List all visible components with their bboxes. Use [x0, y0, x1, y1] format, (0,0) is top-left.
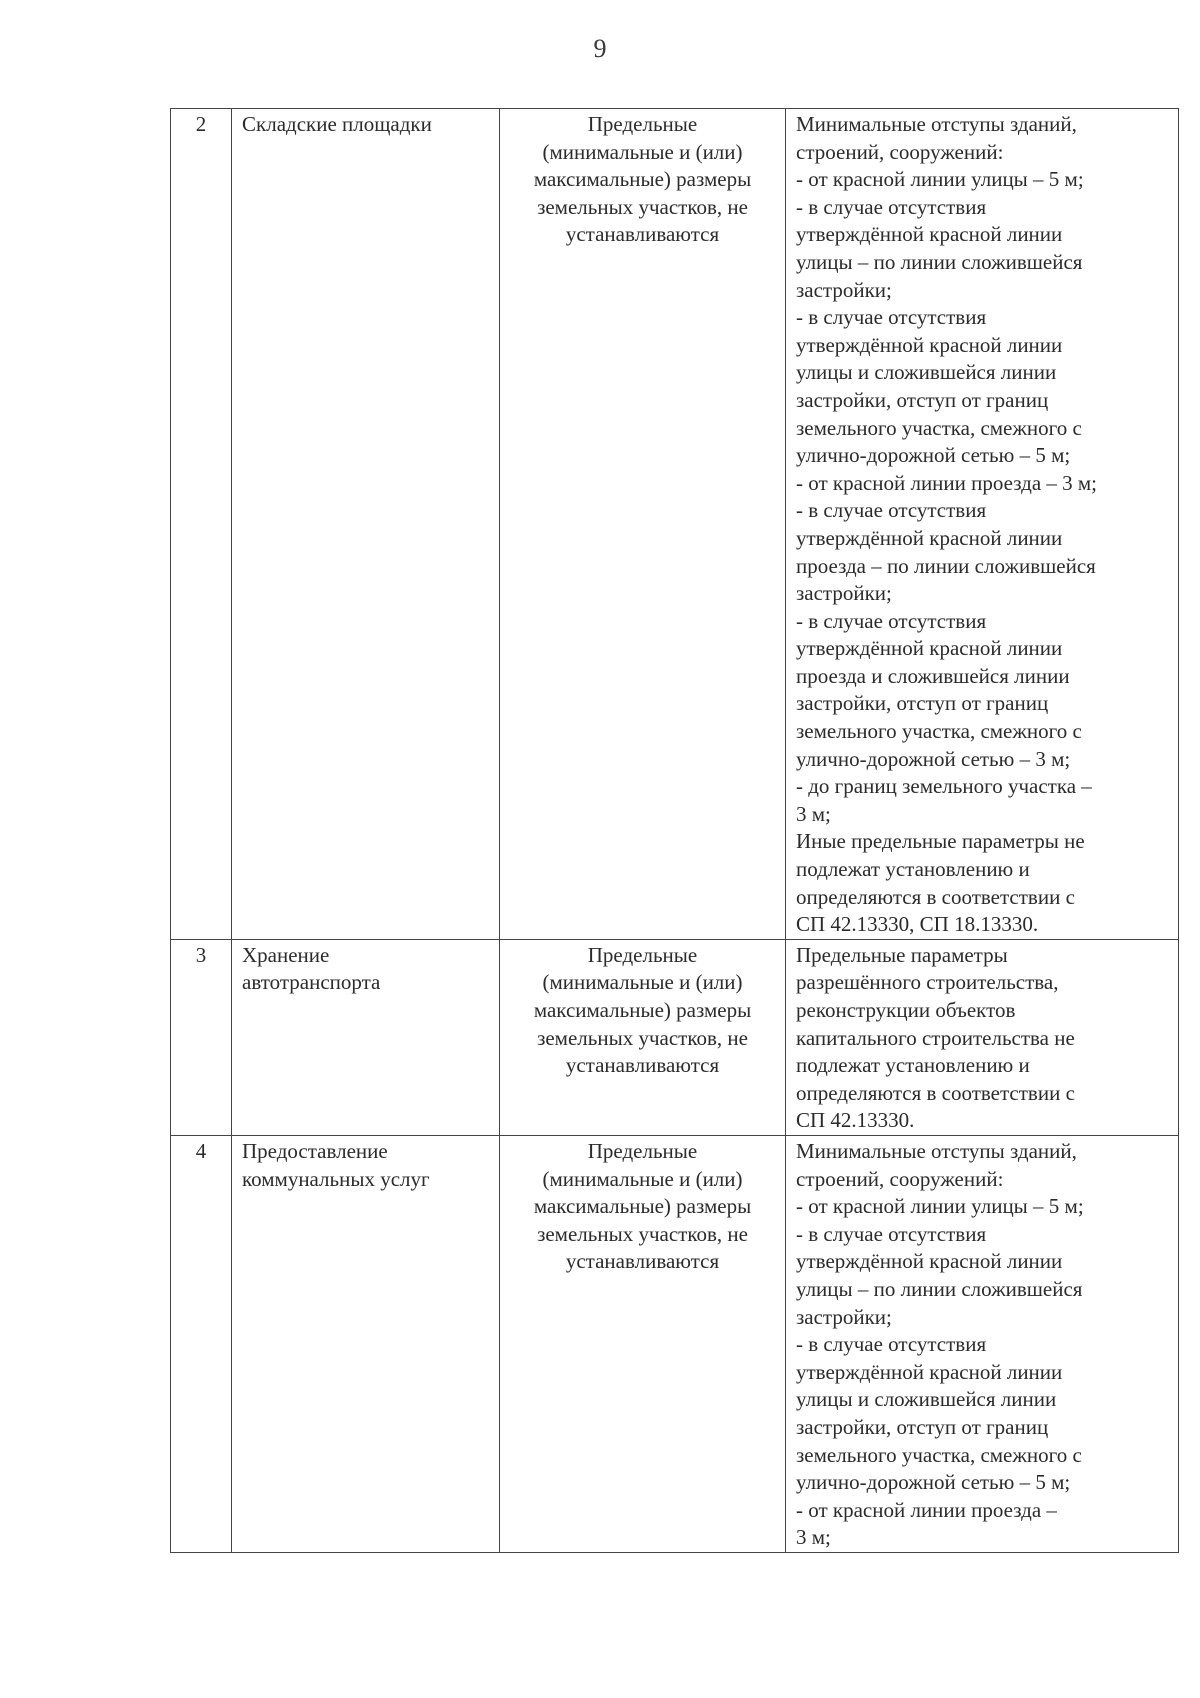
- plot-size-cell: [500, 109, 786, 940]
- plot-size-text: (минимальные и (или): [542, 139, 743, 164]
- parameters-cell: [786, 1135, 1179, 1552]
- parameter-text: улично-дорожной сетью – 5 м;: [796, 443, 1071, 468]
- parameter-text: утверждённой красной линии: [796, 332, 1063, 357]
- parameter-text: земельного участка, смежного с: [796, 1442, 1082, 1467]
- parameter-text: - от красной линии проезда – 3 м;: [796, 470, 1098, 495]
- parameter-text: 3 м;: [796, 1525, 831, 1550]
- parameters-cell: [786, 109, 1179, 940]
- parameter-text: улицы – по линии сложившейся: [796, 249, 1083, 274]
- parameter-text: застройки, отступ от границ: [796, 1414, 1049, 1439]
- parameter-text: Минимальные отступы зданий,: [796, 112, 1077, 136]
- parameter-text: утверждённой красной линии: [796, 1359, 1063, 1384]
- parameter-text: застройки;: [796, 581, 892, 606]
- parameter-text: улично-дорожной сетью – 5 м;: [796, 1470, 1071, 1495]
- parameter-text: застройки;: [796, 1304, 892, 1329]
- parameter-text: утверждённой красной линии: [796, 636, 1063, 661]
- parameter-text: улицы и сложившейся линии: [796, 360, 1057, 385]
- parameter-text: - от красной линии улицы – 5 м;: [796, 1194, 1084, 1219]
- table-row: [171, 939, 1179, 1135]
- use-type-text: Предоставление: [242, 1138, 388, 1163]
- parameter-text: - в случае отсутствия: [796, 305, 987, 330]
- parameter-text: улицы – по линии сложившейся: [796, 1276, 1083, 1301]
- parameter-text: утверждённой красной линии: [796, 525, 1063, 550]
- parameter-text: определяются в соответствии с: [796, 1080, 1075, 1105]
- plot-size-text: Предельные: [587, 942, 698, 967]
- parameter-text: подлежат установлению и: [796, 1053, 1030, 1078]
- plot-size-text: Предельные: [587, 1138, 698, 1163]
- parameter-text: реконструкции объектов: [796, 998, 1016, 1022]
- parameter-text: определяются в соответствии с: [796, 884, 1075, 909]
- parameters-cell: [786, 939, 1179, 1135]
- row-number: 2: [195, 112, 207, 136]
- table-body: [171, 109, 1179, 1553]
- parameter-text: - от красной линии улицы – 5 м;: [796, 167, 1084, 192]
- parameter-text: разрешённого строительства,: [796, 970, 1059, 995]
- parameter-text: - в случае отсутствия: [796, 1332, 987, 1357]
- page-number: 9: [593, 34, 607, 63]
- plot-size-text: (минимальные и (или): [542, 970, 743, 995]
- use-type-text: автотранспорта: [242, 970, 381, 995]
- parameter-text: подлежат установлению и: [796, 857, 1030, 882]
- parameter-text: - в случае отсутствия: [796, 194, 987, 219]
- parameter-text: - в случае отсутствия: [796, 1221, 987, 1246]
- parameter-text: СП 42.13330.: [796, 1108, 915, 1133]
- table-row: [171, 109, 1179, 940]
- row-number: 3: [195, 942, 207, 967]
- parameter-text: 3 м;: [796, 801, 831, 826]
- parameter-text: Минимальные отступы зданий,: [796, 1138, 1077, 1163]
- use-type-text: Хранение: [242, 942, 330, 967]
- parameter-text: - в случае отсутствия: [796, 498, 987, 523]
- plot-size-text: земельных участков, не: [537, 1025, 748, 1050]
- plot-size-text: максимальные) размеры: [533, 1194, 752, 1219]
- row-number-cell: [171, 1135, 232, 1552]
- use-type-text: коммунальных услуг: [242, 1166, 430, 1191]
- row-number-cell: [171, 109, 232, 940]
- plot-size-text: устанавливаются: [565, 1249, 720, 1274]
- parameter-text: капитального строительства не: [796, 1025, 1075, 1050]
- parameter-text: - в случае отсутствия: [796, 608, 987, 633]
- parameter-text: проезда и сложившейся линии: [796, 663, 1070, 688]
- parameter-text: земельного участка, смежного с: [796, 415, 1082, 440]
- parameter-text: Предельные параметры: [796, 942, 1008, 967]
- use-type-cell: [232, 1135, 500, 1552]
- parameter-text: застройки, отступ от границ: [796, 691, 1049, 716]
- plot-size-cell: [500, 1135, 786, 1552]
- plot-size-text: земельных участков, не: [537, 1221, 748, 1246]
- plot-size-text: устанавливаются: [565, 222, 720, 247]
- parameter-text: утверждённой красной линии: [796, 1249, 1063, 1274]
- parameter-text: - от красной линии проезда –: [796, 1497, 1057, 1522]
- plot-size-text: устанавливаются: [565, 1053, 720, 1078]
- plot-size-text: максимальные) размеры: [533, 167, 752, 192]
- parameters-table: [170, 108, 1179, 1553]
- use-type-cell: [232, 109, 500, 940]
- parameter-text: земельного участка, смежного с: [796, 719, 1082, 744]
- parameter-text: застройки;: [796, 277, 892, 302]
- use-type-cell: [232, 939, 500, 1135]
- plot-size-text: Предельные: [587, 112, 698, 136]
- row-number: 4: [195, 1138, 207, 1163]
- parameter-text: улично-дорожной сетью – 3 м;: [796, 746, 1071, 771]
- plot-size-text: (минимальные и (или): [542, 1166, 743, 1191]
- plot-size-text: земельных участков, не: [537, 194, 748, 219]
- parameter-text: проезда – по линии сложившейся: [796, 553, 1096, 578]
- plot-size-text: максимальные) размеры: [533, 998, 752, 1022]
- row-number-cell: [171, 939, 232, 1135]
- parameter-text: утверждённой красной линии: [796, 222, 1063, 247]
- plot-size-cell: [500, 939, 786, 1135]
- table-row: [171, 1135, 1179, 1552]
- parameter-text: улицы и сложившейся линии: [796, 1387, 1057, 1412]
- use-type-text: Складские площадки: [242, 112, 432, 136]
- parameter-text: Иные предельные параметры не: [796, 829, 1085, 854]
- parameter-text: СП 42.13330, СП 18.13330.: [796, 912, 1039, 937]
- parameter-text: застройки, отступ от границ: [796, 387, 1049, 412]
- parameter-text: - до границ земельного участка –: [796, 774, 1092, 799]
- parameter-text: строений, сооружений:: [796, 139, 1004, 164]
- parameter-text: строений, сооружений:: [796, 1166, 1004, 1191]
